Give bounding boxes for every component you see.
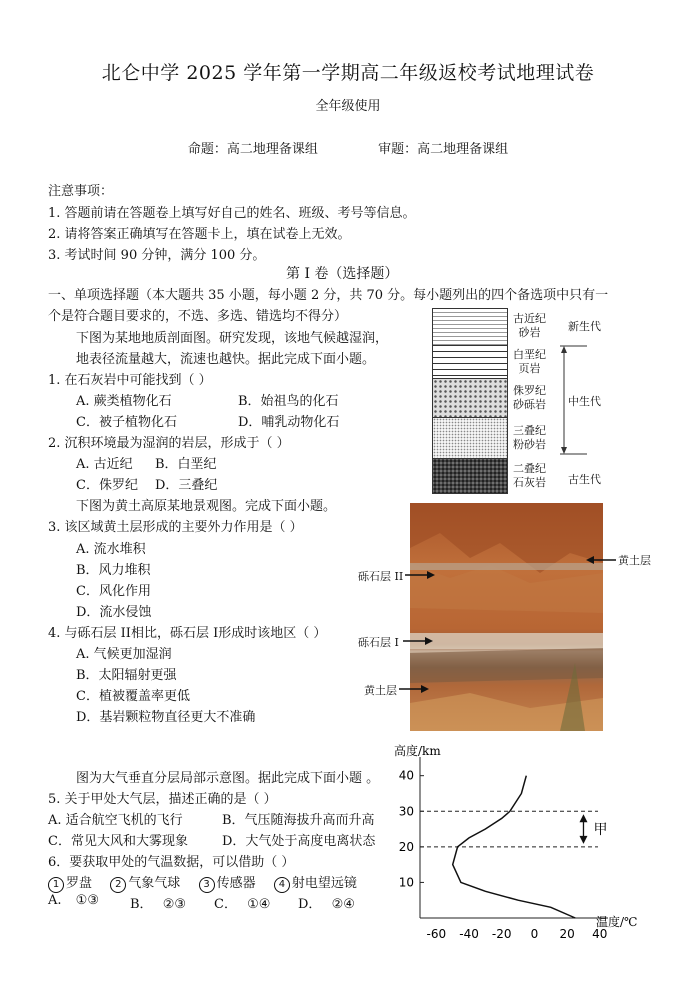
q3-option-a: A. 流水堆积: [76, 542, 146, 557]
x-tick-label: -20: [491, 927, 512, 940]
arrow-icon: [403, 636, 433, 646]
question-3: 3. 该区域黄土层形成的主要外力作用是（ ）: [48, 520, 303, 535]
strata-label: 二叠纪 石灰岩: [513, 462, 546, 489]
band-arrow-head-down: [579, 836, 587, 844]
numeral-1-icon: 1: [48, 877, 64, 893]
notice-heading: 注意事项：: [48, 184, 114, 199]
x-tick-label: 20: [559, 927, 575, 940]
option-combo-item: ③: [174, 897, 187, 912]
atmosphere-profile-chart: [380, 740, 680, 940]
authors-line: [0, 138, 696, 157]
q6-option-c: [214, 893, 270, 912]
option-letter: C．: [214, 897, 237, 912]
question-4: 4. 与砾石层 II相比，砾石层 I形成时该地区（ ）: [48, 626, 327, 641]
q4-option-d: D．基岩颗粒物直径更大不准确: [76, 710, 256, 725]
y-tick-label: 40: [398, 768, 414, 783]
group3-stem: 图为大气垂直分层局部示意图。据此完成下面小题 。: [76, 771, 380, 786]
option-combo-item: ④: [343, 897, 355, 912]
option-letter: B．: [130, 897, 153, 912]
q1-option-a: A. 蕨类植物化石: [76, 394, 172, 409]
notice-item: 3. 考试时间 90 分钟，满分 100 分。: [48, 248, 266, 263]
x-tick-label: 0: [530, 927, 539, 940]
option-combo-item: ①: [75, 893, 88, 908]
q1-option-b: B．始祖鸟的化石: [238, 394, 339, 409]
q6-option-b: [130, 893, 186, 912]
arrow-icon: [405, 570, 435, 580]
stratum-cretaceous: [432, 345, 508, 379]
y-axis-label: 高度/km: [394, 744, 441, 758]
setter: 命题：高二地理备课组: [187, 142, 318, 157]
strata-label: 侏罗纪 砂砾岩: [513, 384, 546, 411]
q6-instruments: [48, 872, 357, 893]
q3-option-d: D．流水侵蚀: [76, 605, 152, 620]
option-combo-item: ②: [331, 897, 344, 912]
x-tick-label: -60: [426, 927, 447, 940]
question-5: 5. 关于甲处大气层，描述正确的是（ ）: [48, 792, 277, 807]
x-axis-label: 温度/℃: [596, 915, 638, 929]
q3-option-b: B．风力堆积: [76, 563, 151, 578]
q5-option-b: B．气压随海拔升高而升高: [222, 813, 375, 828]
strata-label: 白垩纪 页岩: [513, 348, 546, 375]
q4-option-b: B．太阳辐射更强: [76, 668, 177, 683]
q5-option-d: D．大气处于高度电离状态: [222, 834, 376, 849]
q6-option-a: [48, 893, 99, 908]
x-tick-label: -40: [459, 927, 479, 940]
q2-option-d: D．三叠纪: [155, 478, 218, 493]
option-letter: D．: [298, 897, 322, 912]
strata-label: 古近纪 砂岩: [513, 312, 546, 339]
notice-item: 2. 请将答案正确填写在答题卡上，填在试卷上无效。: [48, 227, 351, 242]
exam-title: 北仑中学 2025 学年第一学期高二年级返校考试地理试卷: [101, 62, 595, 84]
q4-option-a: A. 气候更加湿润: [76, 647, 172, 662]
reviewer: 审题：高二地理备课组: [378, 142, 509, 157]
option-combo-item: ①: [247, 897, 259, 912]
label-loess-right: 黄土层: [618, 554, 651, 567]
q4-option-c: C．植被覆盖率更低: [76, 689, 190, 704]
group1-stem: 下图为某地地质剖面图。研究发现，该地气候越湿润，: [76, 331, 389, 346]
instrument-1: 罗盘: [66, 876, 93, 891]
exam-subtitle: 全年级使用: [315, 99, 381, 114]
notice-item: 1. 答题前请在答题卷上填写好自己的姓名、班级、考号等信息。: [48, 206, 416, 221]
label-gravel-layer-2: 砾石层 II: [358, 570, 404, 583]
label-loess-left: 黄土层: [364, 684, 397, 697]
era-cenozoic: 新生代: [568, 320, 601, 333]
section-heading: 第 I 卷（选择题）: [286, 266, 399, 282]
q3-option-c: C．风化作用: [76, 584, 151, 599]
question-2: 2. 沉积环境最为湿润的岩层，形成于（ ）: [48, 436, 290, 451]
stratum-triassic: [432, 417, 508, 459]
x-tick-label: 40: [592, 927, 608, 940]
option-combo-item: ②: [162, 897, 175, 912]
numeral-2-icon: 2: [110, 877, 126, 893]
q5-option-a: A. 适合航空飞机的飞行: [48, 813, 183, 828]
question-1: 1. 在石灰岩中可能找到（ ）: [48, 373, 212, 388]
q2-option-c: C．侏罗纪: [76, 478, 138, 493]
question-6: 6．要获取甲处的气温数据，可以借助（ ）: [48, 855, 295, 870]
option-combo-item: ④: [258, 897, 271, 912]
numeral-4-icon: 4: [274, 877, 290, 893]
group1-stem-cont: 地表径流量越大，流速也越快。据此完成下面小题。: [76, 352, 376, 367]
instrument-4: 射电望远镜: [291, 876, 357, 891]
q5-option-c: C．常见大风和大雾现象: [48, 834, 188, 849]
stratum-jurassic: [432, 378, 508, 418]
q6-option-d: [298, 893, 355, 912]
option-combo-item: ③: [87, 893, 99, 908]
band-label: 甲: [593, 822, 608, 839]
numeral-3-icon: 3: [199, 877, 215, 893]
y-tick-label: 30: [398, 804, 414, 819]
arrow-icon: [399, 684, 429, 694]
group2-stem: 下图为黄土高原某地景观图。完成下面小题。: [76, 499, 337, 514]
label-gravel-layer-1: 砾石层 I: [358, 636, 399, 649]
y-tick-label: 10: [398, 875, 414, 890]
era-mesozoic: 中生代: [568, 395, 601, 408]
q1-option-d: D．哺乳动物化石: [238, 415, 340, 430]
instrument-3: 传感器: [216, 876, 256, 891]
stratum-permian: [432, 458, 508, 494]
q2-option-b: B．白垩纪: [155, 457, 217, 472]
era-paleozoic: 古生代: [568, 473, 601, 486]
section-intro: 一、单项选择题（本大题共 35 小题，每小题 2 分，共 70 分。每小题列出的四个备选项中只有一: [48, 288, 609, 303]
q1-option-c: C．被子植物化石: [76, 415, 177, 430]
photo-texture: [410, 503, 603, 731]
arrow-icon: [586, 555, 616, 565]
stratum-paleogene: [432, 308, 508, 346]
section-intro-cont: 个是符合题目要求的，不选、多选、错选均不得分）: [48, 309, 348, 324]
loess-landscape-photo: [410, 503, 603, 731]
option-letter: A.: [48, 893, 62, 908]
band-arrow-head-up: [579, 814, 587, 822]
y-tick-label: 20: [398, 839, 414, 854]
instrument-2: 气象气球: [128, 876, 181, 891]
strata-label: 三叠纪 粉砂岩: [513, 424, 546, 451]
q2-option-a: A. 古近纪: [76, 457, 133, 472]
